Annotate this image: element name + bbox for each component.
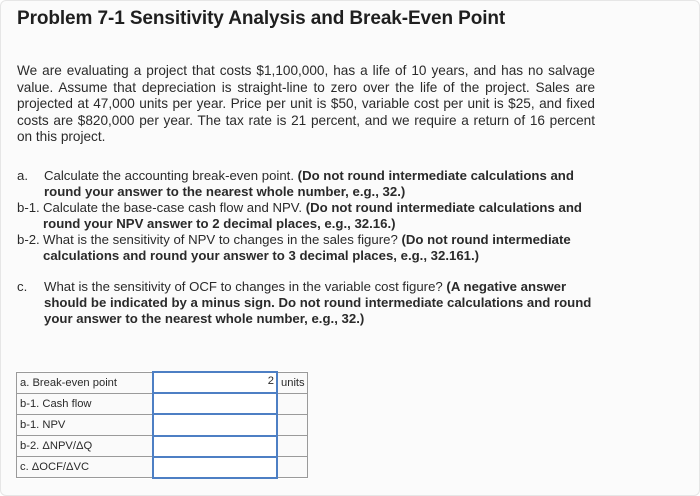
ocf-sensitivity-input[interactable] (153, 457, 277, 478)
table-row (17, 414, 308, 435)
question-instruction: (Do not round intermediate calculations and round your answer to 3 decimal places, e.g., 32.161.) (43, 232, 571, 263)
unit-label: units (277, 372, 308, 393)
row-label-npv: b-1. NPV (17, 414, 154, 435)
table-row (17, 393, 308, 414)
unit-label (277, 393, 308, 414)
row-label-ocf-sensitivity: c. ΔOCF/ΔVC (17, 457, 154, 478)
question-text: What is the sensitivity of OCF to changes in the variable cost figure? (44, 279, 443, 294)
question-label: b-2. (17, 232, 40, 247)
problem-statement: We are evaluating a project that costs $1,100,000, has a life of 10 years, and has no salvage value. Assume that depreciation is straight-line to zero over the life of the project. Sales are projected at 47,000 units per year. Price per unit is $50, variable cost per unit is $25, and fixed costs are $820,000 per year. The tax rate is 21 percent, and we require a return of 16 percent on this project. (17, 63, 595, 145)
row-label-npv-sensitivity: b-2. ΔNPV/ΔQ (17, 436, 154, 457)
question-instruction: (Do not round intermediate calculations and round your answer to the nearest whole number, e.g., 32.) (44, 168, 574, 199)
npv-input[interactable] (153, 414, 277, 435)
page-title: Problem 7-1 Sensitivity Analysis and Break-Even Point (17, 8, 506, 29)
question-instruction: (A negative answer should be indicated by a minus sign. Do not round intermediate calculations and round your answer to the nearest whole number, e.g., 32.) (44, 279, 592, 326)
unit-label (277, 457, 308, 478)
question-c (17, 279, 597, 326)
question-b2 (17, 232, 597, 264)
question-text: Calculate the base-case cash flow and NPV. (43, 200, 303, 215)
question-a (17, 168, 597, 200)
npv-sensitivity-input[interactable] (153, 436, 277, 457)
unit-label (277, 414, 308, 435)
break-even-input[interactable] (153, 372, 277, 393)
row-label-break-even: a. Break-even point (17, 372, 154, 393)
table-row (17, 436, 308, 457)
question-label: c. (17, 279, 28, 294)
row-label-cash-flow: b-1. Cash flow (17, 393, 154, 414)
question-text: Calculate the accounting break-even point. (44, 168, 294, 183)
input-value: 2 (267, 375, 274, 387)
cash-flow-input[interactable] (153, 393, 277, 414)
unit-label (277, 436, 308, 457)
question-label: b-1. (17, 200, 40, 215)
question-text: What is the sensitivity of NPV to changes in the sales figure? (43, 232, 398, 247)
question-b1 (17, 200, 597, 232)
table-row (17, 372, 308, 393)
answer-table (16, 371, 308, 479)
question-instruction: (Do not round intermediate calculations and round your NPV answer to 2 decimal places, e.g., 32.16.) (43, 200, 582, 231)
table-row (17, 457, 308, 478)
question-label: a. (17, 168, 28, 183)
